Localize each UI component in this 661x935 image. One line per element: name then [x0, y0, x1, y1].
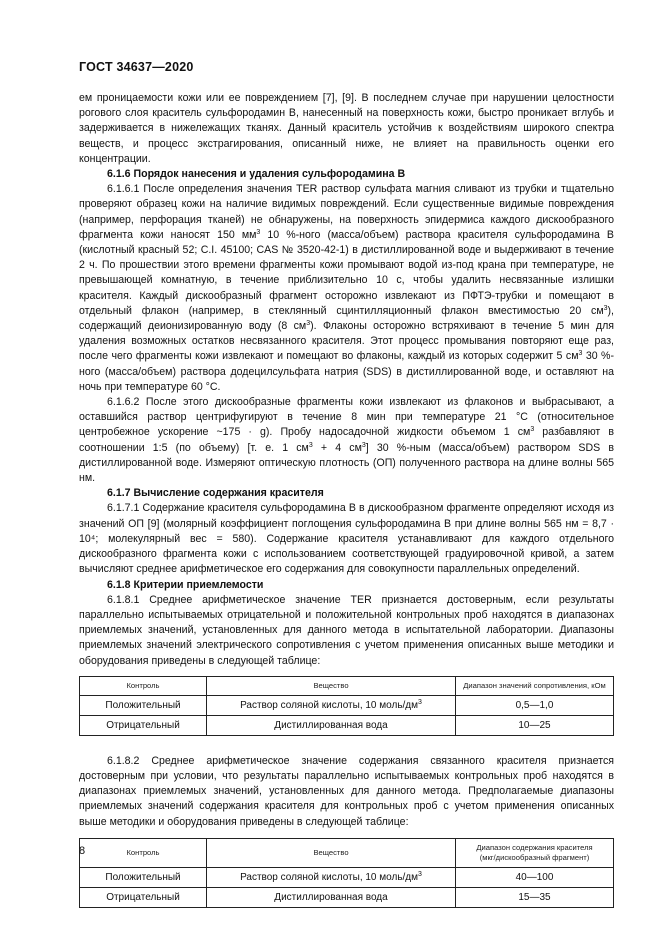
- column-header-control: Контроль: [80, 838, 207, 867]
- table-row: [80, 715, 614, 735]
- table-header-row: [80, 676, 614, 695]
- paragraph-continuation: ем проницаемости кожи или ее повреждением [7], [9]. В последнем случае при нарушении целостности рогового слоя краситель сульфородамин В, нанесенный на поверхность кожи, быстро проникает вглубь и задерживается в нижележащих тканях. Данный краситель устойчив к воздействиям широкого спектра веществ, и процесс экстрагирования, описанный ниже, не влияет на правильность оценки его концентрации.: [79, 92, 614, 165]
- cell-range: 40—100: [456, 867, 614, 887]
- column-header-range: Диапазон содержания красителя (мкг/дискообразный фрагмент): [456, 838, 614, 867]
- cell-control: Положительный: [80, 695, 207, 715]
- table-row: [80, 867, 614, 887]
- section-heading-6-1-8: 6.1.8 Критерии приемлемости: [107, 578, 264, 591]
- column-header-substance: Вещество: [207, 676, 456, 695]
- table-row: [80, 887, 614, 907]
- column-header-range: Диапазон значений сопротивления, кОм: [456, 676, 614, 695]
- paragraph-6-1-8-1: 6.1.8.1 Среднее арифметическое значение TER признается достоверным, если результаты параллельно испытываемых отрицательной и положительной контрольных проб находятся в диапазонах приемлемых значений, установленных для данного метода в испытательной лаборатории. Диапазоны приемлемых значений электрического сопротивления с учетом применения описанных выше методики и оборудования приведены в следующей таблице:: [79, 593, 614, 667]
- page-body: [79, 91, 614, 908]
- paragraph-6-1-8-2: 6.1.8.2 Среднее арифметическое значение содержания связанного красителя признается достоверным при условии, что результаты параллельно испытываемых контрольных проб находятся в диапазонах приемлемых значений, установленных для данного метода. Предполагаемые диапазоны приемлемых значений содержания красителя для контрольных проб с учетом применения описанных выше методики и оборудования приведены в следующей таблице:: [79, 754, 614, 828]
- section-heading-6-1-6: 6.1.6 Порядок нанесения и удаления сульфородамина В: [107, 168, 406, 181]
- cell-control: Отрицательный: [80, 715, 207, 735]
- resistance-range-table: [79, 676, 614, 736]
- cell-substance: Раствор соляной кислоты, 10 моль/$дм^3$: [207, 867, 456, 887]
- paragraph-6-1-6-1: 6.1.6.1 После определения значения TER раствор сульфата магния сливают из трубки и тщательно проверяют образец кожи на наличие видимых повреждений. Если существенные видимые повреждения (например, перфорация тканей) не обнаружены, на поверхность эпидермиса каждого дискообразного фрагмента кожи наносят 150 $мм^3$ 10 %-ного (масса/объем) раствора красителя сульфородамина В (кислотный красный 52; C.I. 45100; CAS № 3520-42-1) в дистиллированной воде и выдерживают в течение 2 ч. По прошествии этого времени фрагменты кожи промывают водой из-под крана при температуре, не превышающей комнатную, в течение приблизительно 10 с, чтобы удалить несвязанные излишки красителя. Каждый дискообразный фрагмент осторожно извлекают из ПФТЭ-трубки и помещают в отдельный флакон (например, в стеклянный сцинтилляционный флакон вместимостью 20 $см^3$), содержащий деионизированную воду (8 $см^3$). Флаконы осторожно встряхивают в течение 5 мин для удаления возможных остатков несвязанного красителя. Этот процесс промывания повторяют еще раз, после чего фрагменты кожи извлекают и помещают во флаконы, каждый из которых содержит 5 $см^3$ 30 %-ного (масса/объем) раствора додецилсульфата натрия (SDS) в дистиллированной воде, и оставляют на ночь при температуре 60 °С.: [79, 183, 615, 393]
- section-heading-6-1-7: 6.1.7 Вычисление содержания красителя: [107, 487, 324, 500]
- table-header-row: [80, 838, 614, 867]
- dye-content-range-table: [79, 838, 614, 908]
- cell-substance: Раствор соляной кислоты, 10 моль/$дм^3$: [207, 695, 456, 715]
- cell-substance: Дистиллированная вода: [207, 715, 456, 735]
- cell-range: 0,5—1,0: [456, 695, 614, 715]
- paragraph-6-1-6-2: 6.1.6.2 После этого дискообразные фрагменты кожи извлекают из флаконов и выбрасывают, а оставшийся раствор центрифугируют в течение 8 мин при температуре 21 °С (относительное центробежное ускорение ~175 · g). Пробу надосадочной жидкости объемом 1 $см^3$ разбавляют в соотношении 1:5 (по объему) [т. е. 1 $см^3 + 4$ $см^3$] 30 %-ным (масса/объем) раствором SDS в дистиллированной воде. Измеряют оптическую плотность (ОП) полученного раствора на длине волны 565 нм.: [79, 396, 614, 485]
- cell-substance: Дистиллированная вода: [207, 887, 456, 907]
- page-number: 8: [79, 845, 86, 857]
- paragraph-6-1-7-1: 6.1.7.1 Содержание красителя сульфородамина В в дискообразном фрагменте определяют исходя из значений ОП [9] (молярный коэффициент поглощения сульфородамина В при длине волны 565 нм = 8,7 · 10⁴; молекулярный вес = 580). Содержание красителя устанавливают для каждого отдельного дискообразного фрагмента кожи с использованием соответствующей градуировочной кривой, а затем вычисляют среднее арифметическое его содержания для совокупности параллельных определений.: [79, 502, 614, 576]
- table-row: [80, 695, 614, 715]
- column-header-control: Контроль: [80, 676, 207, 695]
- document-header: ГОСТ 34637—2020: [79, 60, 194, 74]
- cell-control: Отрицательный: [80, 887, 207, 907]
- cell-range: 15—35: [456, 887, 614, 907]
- column-header-substance: Вещество: [207, 838, 456, 867]
- cell-control: Положительный: [80, 867, 207, 887]
- cell-range: 10—25: [456, 715, 614, 735]
